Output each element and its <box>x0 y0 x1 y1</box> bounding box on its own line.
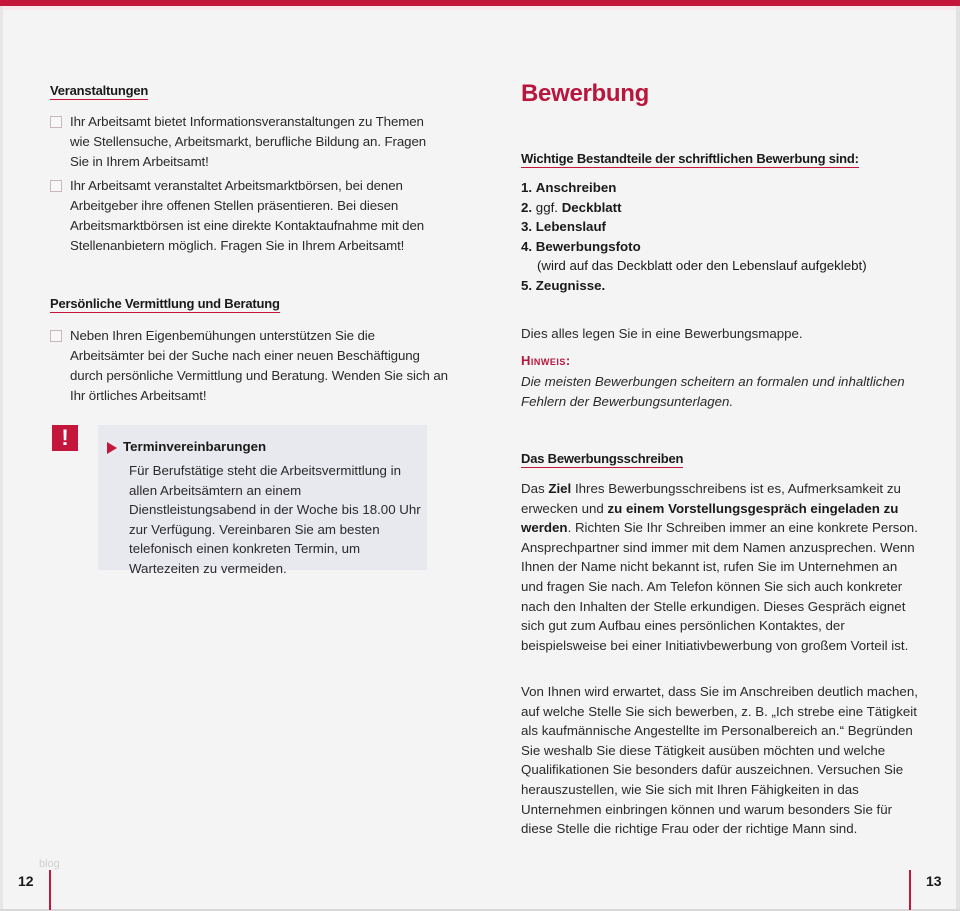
bullet-text: Ihr Arbeitsamt bietet Informationsveranstaltungen zu Themen wie Stellensuche, Arbeitsmarkt, berufliche Bildung an. Fragen Sie in Ihrem Arbeitsamt! <box>70 114 427 169</box>
list-item: 5. Zeugnisse. <box>521 277 606 293</box>
list-item: 3. Lebenslauf <box>521 219 606 235</box>
page-title: Bewerbung <box>521 80 649 107</box>
list-item-note: (wird auf das Deckblatt oder den Lebenslauf aufgeklebt) <box>537 258 867 274</box>
exclamation-icon: ! <box>52 425 78 451</box>
left-page-edge <box>0 6 3 911</box>
page-number-rule <box>49 870 51 910</box>
right-page-edge <box>956 6 960 911</box>
paragraph-ziel: Das Ziel Ihres Bewerbungsschreibens ist es, Aufmerksamkeit zu erwecken und zu einem Vorstellungsgespräch eingeladen zu werden. Richten Sie Ihr Schreiben immer an eine konkrete Person. Ansprechpartner sind immer mit dem Namen anzusprechen. Wenn Ihnen der Name nicht bekannt ist, rufen Sie im Unternehmen an und fragen Sie nach. Am Telefon können Sie sich auch konkreter nach den Inhalten der Stelle erkundigen. Dieses Gespräch eignet sich gut zum Aufbau eines persönlichen Kontaktes, der beispielsweise bei einer Initiativbewerbung von großem Vorteil ist. <box>521 481 918 653</box>
bullet-text: Neben Ihren Eigenbemühungen unterstützen Sie die Arbeitsämter bei der Suche nach einer neuen Beschäftigung durch persönliche Vermittlung und Beratung. Wenden Sie sich an Ihr örtliches Arbeitsamt! <box>70 328 448 403</box>
top-accent-fade <box>0 6 960 10</box>
section-heading-vermittlung: Persönliche Vermittlung und Beratung <box>50 296 280 311</box>
bullet-text: Ihr Arbeitsamt veranstaltet Arbeitsmarktbörsen, bei denen Arbeitgeber ihre offenen Stellen präsentieren. Bei diesen Arbeitsmarktbörsen ist eine direkte Kontaktaufnahme mit den Stellenanbietern möglich. Fragen Sie in Ihrem Arbeitsamt! <box>70 178 425 253</box>
list-item: 1. Anschreiben <box>521 180 617 195</box>
application-components-list <box>521 178 867 296</box>
section-heading-bewerbungsschreiben: Das Bewerbungsschreiben <box>521 451 684 466</box>
page-number-right: 13 <box>926 873 942 889</box>
checkbox-square-icon <box>50 116 62 128</box>
hint-label: Hinweis: <box>521 353 571 368</box>
info-box-title: Terminvereinbarungen <box>123 439 267 454</box>
list-heading: Wichtige Bestandteile der schriftlichen Bewerbung sind: <box>521 151 859 166</box>
hint-text: Die meisten Bewerbungen scheitern an formalen und inhaltlichen Fehlern der Bewerbungsunterlagen. <box>521 374 905 409</box>
bullet-item <box>50 326 450 406</box>
checkbox-square-icon <box>50 180 62 192</box>
page-number-left: 12 <box>18 873 34 889</box>
list-item: 2. ggf. Deckblatt <box>521 199 622 215</box>
info-box-terminvereinbarungen <box>98 425 427 576</box>
checkbox-square-icon <box>50 330 62 342</box>
triangle-right-icon <box>107 442 117 454</box>
list-item: 4. Bewerbungsfoto <box>521 238 641 254</box>
page-number-rule <box>909 870 911 910</box>
bullet-item <box>50 176 450 256</box>
info-box-body: Für Berufstätige steht die Arbeitsvermittlung in allen Arbeitsämtern an einem Dienstleistungsabend in der Woche bis 18.00 Uhr zur Verfügung. Vereinbaren Sie am besten telefonisch einen konkreten Termin, um Wartezeiten zu vermeiden. <box>129 463 421 576</box>
bullet-item <box>50 112 450 172</box>
mappe-text: Dies alles legen Sie in eine Bewerbungsmappe. <box>521 326 803 341</box>
watermark: blog <box>39 858 60 870</box>
paragraph-erwartung: Von Ihnen wird erwartet, dass Sie im Anschreiben deutlich machen, auf welche Stelle Sie sich bewerben, z. B. „Ich strebe eine Tätigkeit als kaufmännische Angestellte im Personalbereich an.“ Begründen Sie weshalb Sie diese Tätigkeit ausüben möchten und welche Qualifikationen Sie besonders dafür auszeichnen. Versuchen Sie herauszustellen, wie Sie sich mit Ihren Fähigkeiten in das Unternehmen einbringen können und warum besonders Sie für diese Stelle die richtige Frau oder der richtige Mann sind. <box>521 684 918 837</box>
section-heading-veranstaltungen: Veranstaltungen <box>50 83 149 98</box>
